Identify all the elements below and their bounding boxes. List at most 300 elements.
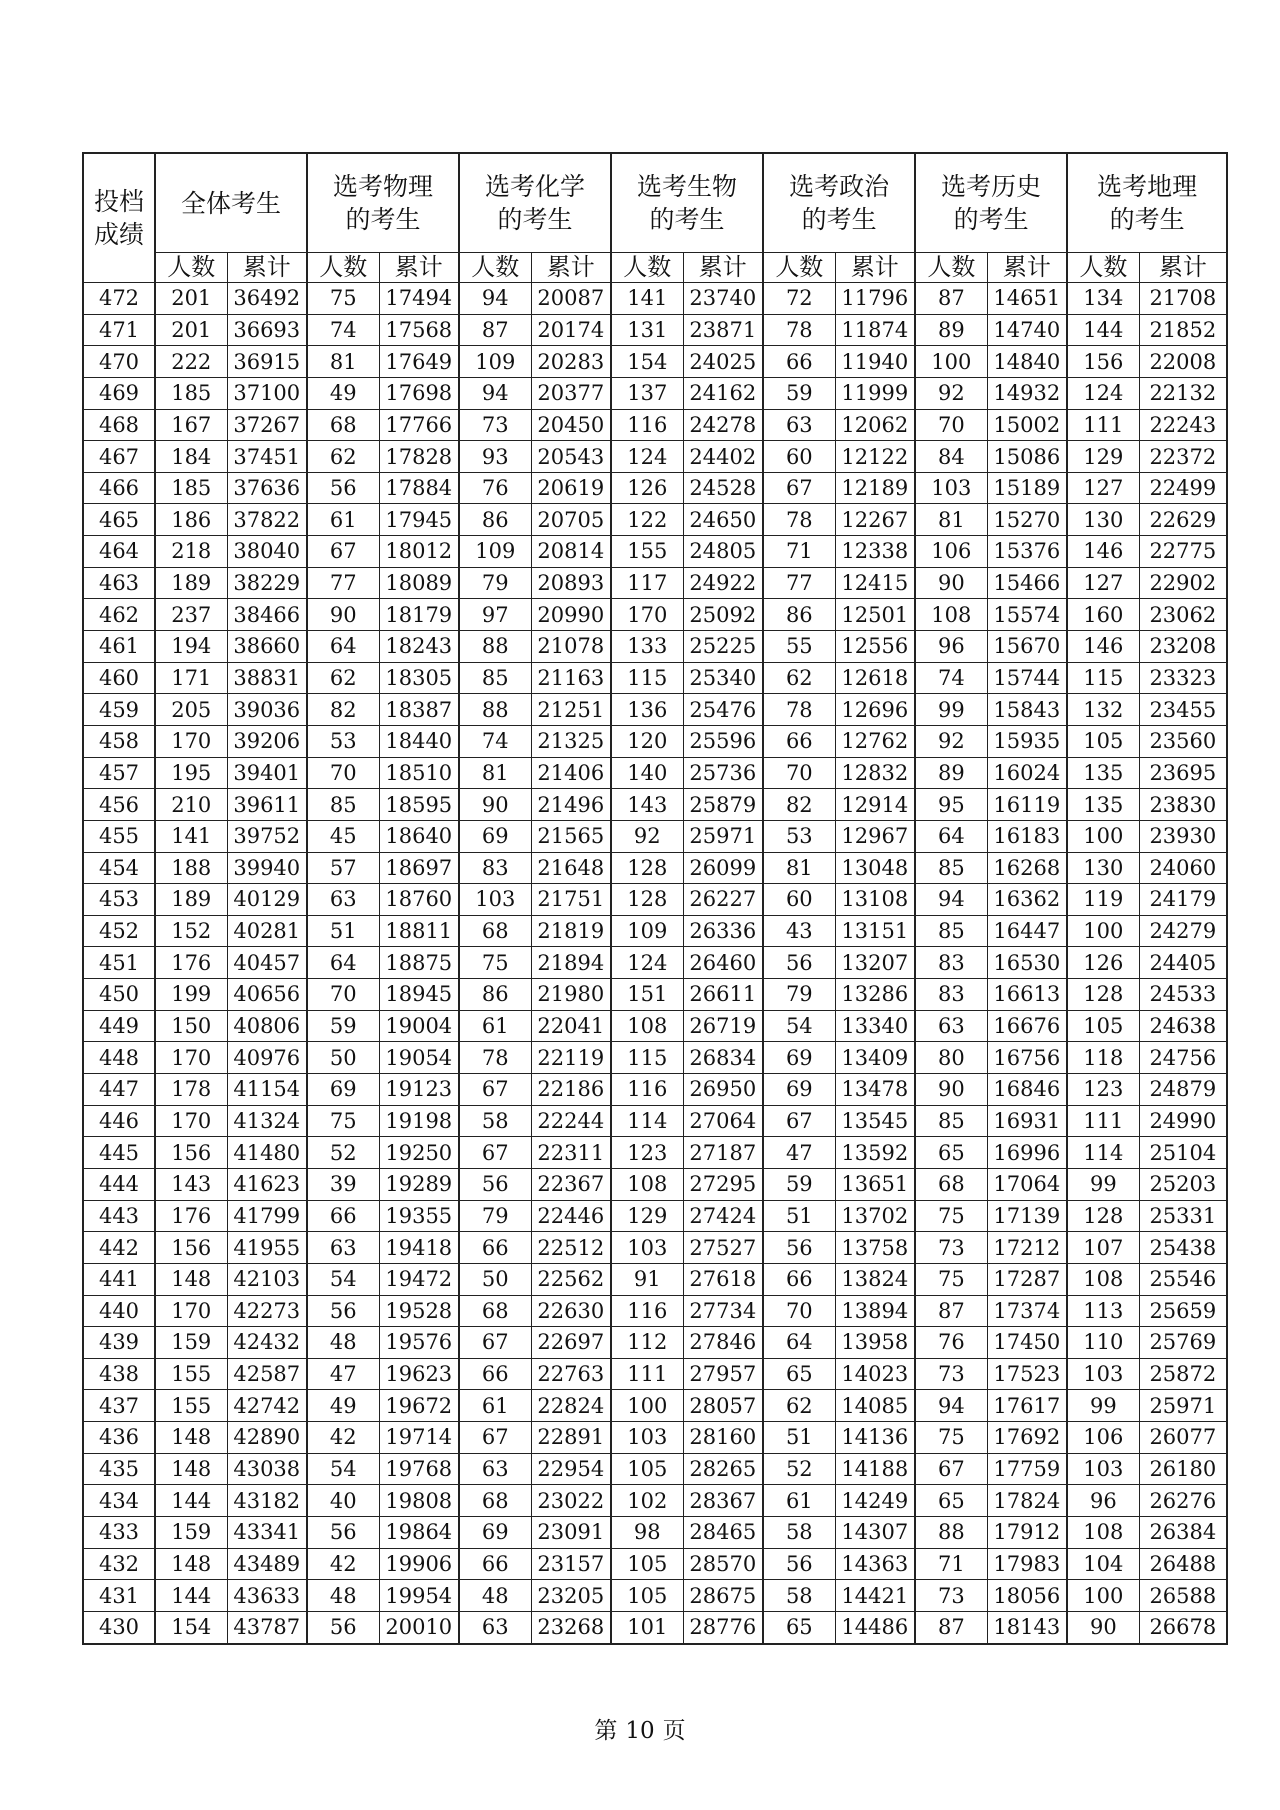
cumulative-cell: 39036 (227, 694, 307, 726)
count-cell: 170 (155, 1042, 227, 1074)
cumulative-cell: 24279 (1139, 915, 1227, 947)
count-cell: 63 (915, 1010, 987, 1042)
count-cell: 96 (915, 631, 987, 663)
count-cell: 94 (459, 283, 531, 315)
cumulative-subheader: 累计 (835, 253, 915, 283)
count-cell: 79 (459, 567, 531, 599)
count-cell: 160 (1067, 599, 1139, 631)
cumulative-cell: 13702 (835, 1200, 915, 1232)
cumulative-cell: 16676 (987, 1010, 1067, 1042)
count-cell: 64 (915, 820, 987, 852)
count-cell: 100 (611, 1390, 683, 1422)
cumulative-cell: 19250 (379, 1137, 459, 1169)
cumulative-cell: 42103 (227, 1263, 307, 1295)
cumulative-cell: 18760 (379, 884, 459, 916)
cumulative-cell: 18387 (379, 694, 459, 726)
cumulative-cell: 19289 (379, 1168, 459, 1200)
count-cell: 137 (611, 377, 683, 409)
cumulative-cell: 21325 (531, 725, 611, 757)
cumulative-cell: 22244 (531, 1105, 611, 1137)
cumulative-cell: 23208 (1139, 631, 1227, 663)
count-cell: 59 (763, 1168, 835, 1200)
count-cell: 52 (307, 1137, 379, 1169)
count-cell: 98 (611, 1516, 683, 1548)
count-cell: 170 (155, 1105, 227, 1137)
count-cell: 67 (763, 1105, 835, 1137)
cumulative-cell: 18945 (379, 979, 459, 1011)
count-cell: 115 (611, 662, 683, 694)
count-cell: 71 (915, 1548, 987, 1580)
count-cell: 79 (459, 1200, 531, 1232)
score-cell: 438 (83, 1358, 155, 1390)
cumulative-cell: 20543 (531, 441, 611, 473)
count-cell: 80 (915, 1042, 987, 1074)
score-cell: 472 (83, 283, 155, 315)
count-subheader: 人数 (763, 253, 835, 283)
count-cell: 42 (307, 1422, 379, 1454)
count-cell: 64 (307, 631, 379, 663)
count-cell: 127 (1067, 567, 1139, 599)
cumulative-subheader: 累计 (379, 253, 459, 283)
cumulative-cell: 26276 (1139, 1485, 1227, 1517)
count-cell: 49 (307, 377, 379, 409)
count-cell: 115 (1067, 662, 1139, 694)
count-cell: 97 (459, 599, 531, 631)
score-cell: 463 (83, 567, 155, 599)
count-cell: 90 (307, 599, 379, 631)
table-row (83, 504, 1227, 536)
cumulative-cell: 37451 (227, 441, 307, 473)
count-cell: 103 (1067, 1453, 1139, 1485)
count-cell: 85 (307, 789, 379, 821)
cumulative-cell: 38229 (227, 567, 307, 599)
count-cell: 56 (307, 1295, 379, 1327)
cumulative-cell: 36915 (227, 346, 307, 378)
score-cell: 466 (83, 472, 155, 504)
score-cell: 457 (83, 757, 155, 789)
count-cell: 100 (1067, 915, 1139, 947)
table-row (83, 852, 1227, 884)
count-cell: 141 (611, 283, 683, 315)
count-cell: 56 (763, 947, 835, 979)
count-cell: 62 (763, 662, 835, 694)
score-cell: 454 (83, 852, 155, 884)
cumulative-cell: 25596 (683, 725, 763, 757)
table-row (83, 567, 1227, 599)
cumulative-cell: 22775 (1139, 536, 1227, 568)
cumulative-cell: 21078 (531, 631, 611, 663)
count-cell: 90 (459, 789, 531, 821)
cumulative-cell: 19714 (379, 1422, 459, 1454)
count-cell: 100 (1067, 820, 1139, 852)
score-cell: 460 (83, 662, 155, 694)
cumulative-cell: 15843 (987, 694, 1067, 726)
cumulative-cell: 14188 (835, 1453, 915, 1485)
count-cell: 127 (1067, 472, 1139, 504)
cumulative-cell: 17824 (987, 1485, 1067, 1517)
cumulative-cell: 24278 (683, 409, 763, 441)
count-cell: 108 (915, 599, 987, 631)
count-cell: 87 (915, 283, 987, 315)
cumulative-cell: 20450 (531, 409, 611, 441)
score-cell: 446 (83, 1105, 155, 1137)
cumulative-cell: 18811 (379, 915, 459, 947)
count-cell: 107 (1067, 1232, 1139, 1264)
score-cell: 458 (83, 725, 155, 757)
count-cell: 83 (915, 979, 987, 1011)
cumulative-cell: 24650 (683, 504, 763, 536)
count-cell: 111 (1067, 409, 1139, 441)
table-row (83, 1232, 1227, 1264)
cumulative-cell: 24922 (683, 567, 763, 599)
cumulative-cell: 43038 (227, 1453, 307, 1485)
count-cell: 103 (611, 1232, 683, 1264)
cumulative-cell: 19864 (379, 1516, 459, 1548)
table-row (83, 441, 1227, 473)
count-cell: 49 (307, 1390, 379, 1422)
count-cell: 109 (459, 536, 531, 568)
count-cell: 176 (155, 947, 227, 979)
count-cell: 141 (155, 820, 227, 852)
cumulative-cell: 22499 (1139, 472, 1227, 504)
cumulative-cell: 17617 (987, 1390, 1067, 1422)
cumulative-cell: 17568 (379, 314, 459, 346)
count-cell: 184 (155, 441, 227, 473)
count-cell: 78 (459, 1042, 531, 1074)
count-cell: 103 (611, 1422, 683, 1454)
count-cell: 100 (1067, 1580, 1139, 1612)
cumulative-cell: 19954 (379, 1580, 459, 1612)
cumulative-cell: 21251 (531, 694, 611, 726)
cumulative-cell: 14307 (835, 1516, 915, 1548)
cumulative-cell: 23871 (683, 314, 763, 346)
cumulative-cell: 40806 (227, 1010, 307, 1042)
count-cell: 222 (155, 346, 227, 378)
count-cell: 128 (611, 884, 683, 916)
page-number: 10 (625, 1718, 655, 1744)
count-cell: 167 (155, 409, 227, 441)
cumulative-cell: 27846 (683, 1327, 763, 1359)
cumulative-cell: 22041 (531, 1010, 611, 1042)
cumulative-cell: 22954 (531, 1453, 611, 1485)
cumulative-cell: 23062 (1139, 599, 1227, 631)
count-cell: 156 (1067, 346, 1139, 378)
cumulative-cell: 23205 (531, 1580, 611, 1612)
count-cell: 92 (611, 820, 683, 852)
count-cell: 89 (915, 757, 987, 789)
count-cell: 70 (763, 757, 835, 789)
count-cell: 85 (915, 915, 987, 947)
cumulative-cell: 17692 (987, 1422, 1067, 1454)
count-cell: 120 (611, 725, 683, 757)
count-cell: 128 (1067, 1200, 1139, 1232)
cumulative-cell: 13592 (835, 1137, 915, 1169)
cumulative-cell: 12338 (835, 536, 915, 568)
cumulative-cell: 12189 (835, 472, 915, 504)
cumulative-cell: 20174 (531, 314, 611, 346)
count-cell: 170 (155, 1295, 227, 1327)
count-cell: 237 (155, 599, 227, 631)
cumulative-cell: 20705 (531, 504, 611, 536)
cumulative-cell: 21852 (1139, 314, 1227, 346)
cumulative-cell: 25092 (683, 599, 763, 631)
count-subheader: 人数 (915, 253, 987, 283)
cumulative-cell: 21980 (531, 979, 611, 1011)
count-cell: 64 (307, 947, 379, 979)
cumulative-cell: 25340 (683, 662, 763, 694)
count-cell: 66 (763, 346, 835, 378)
cumulative-cell: 14486 (835, 1611, 915, 1643)
group-header-history (915, 153, 1067, 253)
cumulative-cell: 13286 (835, 979, 915, 1011)
count-cell: 89 (915, 314, 987, 346)
table-row (83, 662, 1227, 694)
cumulative-cell: 20087 (531, 283, 611, 315)
count-cell: 45 (307, 820, 379, 852)
cumulative-cell: 14363 (835, 1548, 915, 1580)
count-cell: 105 (611, 1453, 683, 1485)
count-cell: 67 (915, 1453, 987, 1485)
count-cell: 155 (155, 1358, 227, 1390)
count-cell: 56 (459, 1168, 531, 1200)
count-cell: 110 (1067, 1327, 1139, 1359)
cumulative-cell: 16268 (987, 852, 1067, 884)
cumulative-cell: 28776 (683, 1611, 763, 1643)
count-cell: 144 (155, 1580, 227, 1612)
cumulative-cell: 12556 (835, 631, 915, 663)
cumulative-cell: 27187 (683, 1137, 763, 1169)
count-cell: 128 (611, 852, 683, 884)
cumulative-cell: 25546 (1139, 1263, 1227, 1295)
group-header-politics (763, 153, 915, 253)
count-cell: 144 (1067, 314, 1139, 346)
cumulative-cell: 16530 (987, 947, 1067, 979)
cumulative-cell: 20990 (531, 599, 611, 631)
cumulative-cell: 41623 (227, 1168, 307, 1200)
cumulative-cell: 26719 (683, 1010, 763, 1042)
cumulative-cell: 17945 (379, 504, 459, 536)
cumulative-cell: 16119 (987, 789, 1067, 821)
cumulative-cell: 24162 (683, 377, 763, 409)
cumulative-cell: 19768 (379, 1453, 459, 1485)
cumulative-cell: 24990 (1139, 1105, 1227, 1137)
cumulative-cell: 41324 (227, 1105, 307, 1137)
count-cell: 111 (611, 1358, 683, 1390)
count-cell: 66 (763, 1263, 835, 1295)
count-cell: 66 (307, 1200, 379, 1232)
count-cell: 95 (915, 789, 987, 821)
cumulative-cell: 20814 (531, 536, 611, 568)
score-cell: 442 (83, 1232, 155, 1264)
cumulative-subheader: 累计 (987, 253, 1067, 283)
count-cell: 186 (155, 504, 227, 536)
cumulative-cell: 17494 (379, 283, 459, 315)
cumulative-cell: 15466 (987, 567, 1067, 599)
cumulative-cell: 18305 (379, 662, 459, 694)
score-cell: 459 (83, 694, 155, 726)
count-cell: 105 (611, 1548, 683, 1580)
cumulative-cell: 16024 (987, 757, 1067, 789)
count-cell: 146 (1067, 536, 1139, 568)
score-cell: 433 (83, 1516, 155, 1548)
count-cell: 189 (155, 884, 227, 916)
count-cell: 199 (155, 979, 227, 1011)
cumulative-cell: 23930 (1139, 820, 1227, 852)
cumulative-cell: 14085 (835, 1390, 915, 1422)
cumulative-cell: 16447 (987, 915, 1067, 947)
count-cell: 67 (307, 536, 379, 568)
count-cell: 100 (915, 346, 987, 378)
count-cell: 108 (1067, 1516, 1139, 1548)
count-cell: 103 (1067, 1358, 1139, 1390)
count-cell: 85 (915, 1105, 987, 1137)
cumulative-cell: 26834 (683, 1042, 763, 1074)
cumulative-cell: 25659 (1139, 1295, 1227, 1327)
table-row (83, 1295, 1227, 1327)
cumulative-cell: 23091 (531, 1516, 611, 1548)
cumulative-cell: 39611 (227, 789, 307, 821)
cumulative-cell: 24533 (1139, 979, 1227, 1011)
count-cell: 87 (915, 1611, 987, 1643)
count-cell: 40 (307, 1485, 379, 1517)
table-row (83, 694, 1227, 726)
cumulative-cell: 17064 (987, 1168, 1067, 1200)
cumulative-cell: 17983 (987, 1548, 1067, 1580)
cumulative-cell: 25476 (683, 694, 763, 726)
cumulative-cell: 12762 (835, 725, 915, 757)
table-row (83, 409, 1227, 441)
count-cell: 75 (307, 283, 379, 315)
table-row (83, 1327, 1227, 1359)
table-row (83, 820, 1227, 852)
count-cell: 65 (763, 1358, 835, 1390)
count-cell: 105 (1067, 1010, 1139, 1042)
table-row (83, 1358, 1227, 1390)
cumulative-subheader: 累计 (683, 253, 763, 283)
count-cell: 60 (763, 884, 835, 916)
cumulative-cell: 14023 (835, 1358, 915, 1390)
count-cell: 111 (1067, 1105, 1139, 1137)
group-header-label: 选考政治 的考生 (789, 172, 890, 234)
count-cell: 116 (611, 1295, 683, 1327)
score-cell: 461 (83, 631, 155, 663)
count-cell: 135 (1067, 757, 1139, 789)
cumulative-cell: 27424 (683, 1200, 763, 1232)
cumulative-cell: 18243 (379, 631, 459, 663)
score-cell: 467 (83, 441, 155, 473)
cumulative-cell: 22562 (531, 1263, 611, 1295)
count-cell: 170 (611, 599, 683, 631)
group-header-biology (611, 153, 763, 253)
cumulative-cell: 15086 (987, 441, 1067, 473)
cumulative-cell: 12832 (835, 757, 915, 789)
score-cell: 440 (83, 1295, 155, 1327)
cumulative-cell: 26180 (1139, 1453, 1227, 1485)
count-cell: 88 (915, 1516, 987, 1548)
cumulative-cell: 13958 (835, 1327, 915, 1359)
cumulative-cell: 25736 (683, 757, 763, 789)
cumulative-cell: 25872 (1139, 1358, 1227, 1390)
table-row (83, 346, 1227, 378)
count-cell: 135 (1067, 789, 1139, 821)
cumulative-cell: 14136 (835, 1422, 915, 1454)
cumulative-cell: 17287 (987, 1263, 1067, 1295)
cumulative-cell: 12415 (835, 567, 915, 599)
count-cell: 58 (763, 1516, 835, 1548)
score-cell: 436 (83, 1422, 155, 1454)
count-cell: 63 (307, 884, 379, 916)
count-cell: 77 (763, 567, 835, 599)
cumulative-cell: 13340 (835, 1010, 915, 1042)
cumulative-cell: 13207 (835, 947, 915, 979)
cumulative-cell: 19198 (379, 1105, 459, 1137)
cumulative-cell: 25971 (683, 820, 763, 852)
cumulative-cell: 18510 (379, 757, 459, 789)
group-header-label: 选考化学 的考生 (485, 172, 586, 234)
group-header-physics (307, 153, 459, 253)
count-cell: 108 (1067, 1263, 1139, 1295)
count-cell: 134 (1067, 283, 1139, 315)
count-cell: 70 (307, 757, 379, 789)
cumulative-cell: 20619 (531, 472, 611, 504)
cumulative-cell: 26336 (683, 915, 763, 947)
count-cell: 86 (763, 599, 835, 631)
cumulative-cell: 14651 (987, 283, 1067, 315)
cumulative-cell: 42890 (227, 1422, 307, 1454)
count-cell: 94 (915, 884, 987, 916)
cumulative-cell: 22902 (1139, 567, 1227, 599)
count-cell: 109 (459, 346, 531, 378)
table-row (83, 472, 1227, 504)
count-cell: 78 (763, 504, 835, 536)
cumulative-cell: 15935 (987, 725, 1067, 757)
cumulative-cell: 41480 (227, 1137, 307, 1169)
count-cell: 56 (763, 1548, 835, 1580)
cumulative-cell: 18697 (379, 852, 459, 884)
count-cell: 65 (915, 1485, 987, 1517)
cumulative-cell: 18875 (379, 947, 459, 979)
table-row (83, 915, 1227, 947)
cumulative-cell: 41799 (227, 1200, 307, 1232)
count-cell: 115 (611, 1042, 683, 1074)
table-row (83, 599, 1227, 631)
cumulative-cell: 23830 (1139, 789, 1227, 821)
cumulative-cell: 26384 (1139, 1516, 1227, 1548)
count-cell: 85 (915, 852, 987, 884)
count-cell: 176 (155, 1200, 227, 1232)
cumulative-cell: 41955 (227, 1232, 307, 1264)
count-cell: 70 (915, 409, 987, 441)
cumulative-cell: 18640 (379, 820, 459, 852)
cumulative-cell: 19906 (379, 1548, 459, 1580)
cumulative-cell: 22008 (1139, 346, 1227, 378)
count-cell: 79 (763, 979, 835, 1011)
table-row (83, 1105, 1227, 1137)
cumulative-cell: 25769 (1139, 1327, 1227, 1359)
table-row (83, 757, 1227, 789)
table-row (83, 1200, 1227, 1232)
count-cell: 42 (307, 1548, 379, 1580)
subheader-row (83, 253, 1227, 283)
cumulative-cell: 24528 (683, 472, 763, 504)
cumulative-cell: 26950 (683, 1074, 763, 1106)
count-cell: 63 (307, 1232, 379, 1264)
cumulative-cell: 13545 (835, 1105, 915, 1137)
count-cell: 92 (915, 377, 987, 409)
cumulative-cell: 26588 (1139, 1580, 1227, 1612)
cumulative-cell: 16613 (987, 979, 1067, 1011)
cumulative-cell: 14840 (987, 346, 1067, 378)
